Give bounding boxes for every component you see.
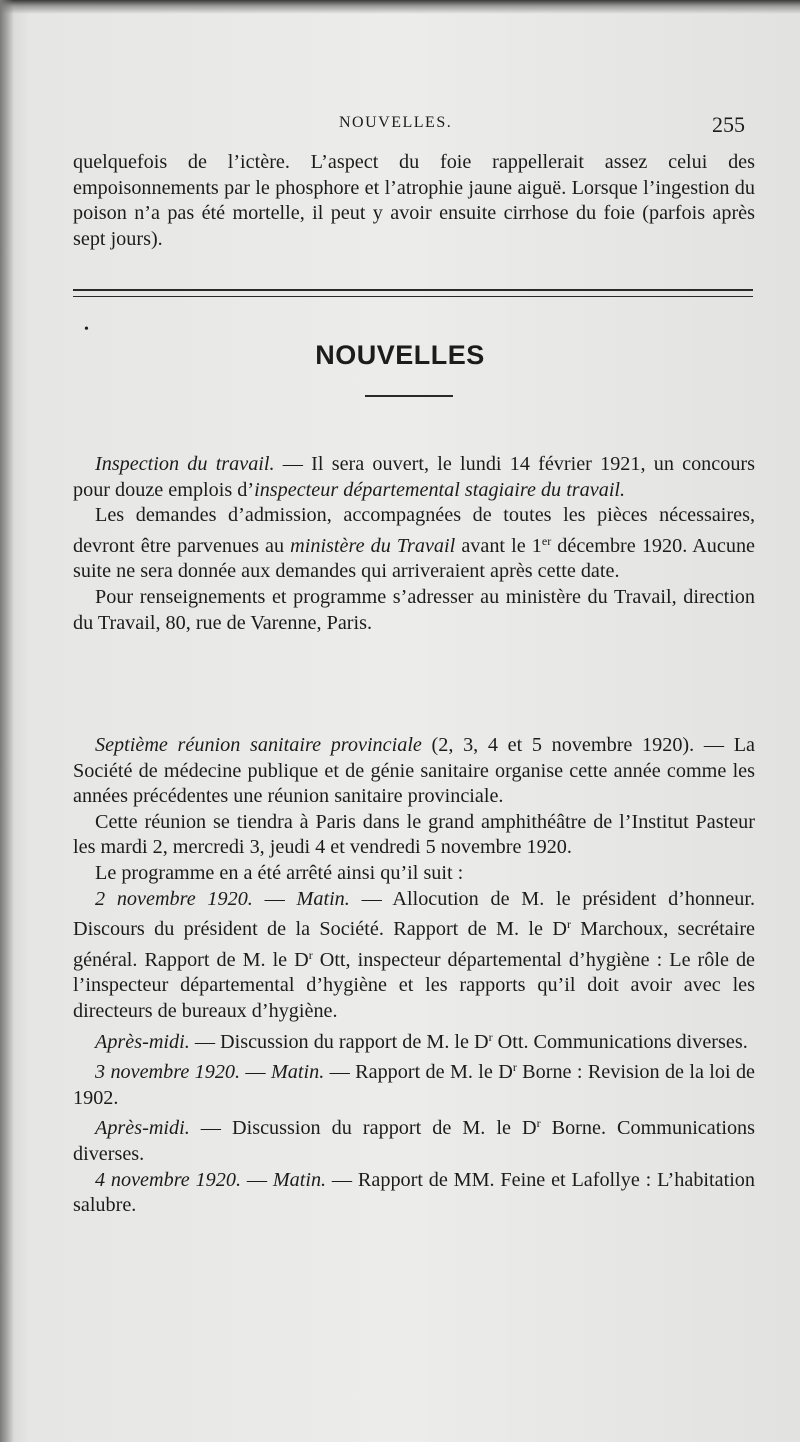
page-number: 255 — [712, 112, 745, 137]
programme-day-2: 3 novembre 1920. — Matin. — Rapport de M. le $D^r$ Borne : Revision de la loi de 1902. — [73, 1060, 755, 1109]
inspection-news-item — [73, 452, 755, 636]
reunion-paragraph-2: Cette réunion se tiendra à Paris dans le grand amphithéâtre de l’Institut Pasteur les mardi 2, mercredi 3, jeudi 4 et vendredi 5 novembre 1920. — [73, 810, 755, 859]
inspection-paragraph-1: Inspection du travail. — Il sera ouvert, le lundi 14 février 1921, un concours pour douze emplois d’inspecteur départemental stagiaire du travail. — [73, 453, 756, 501]
page-left-edge — [0, 0, 14, 1442]
running-head: NOUVELLES. — [339, 114, 453, 131]
programme-day-1: 2 novembre 1920. — Matin. — Allocution de M. le président d’honneur. Discours du président de la Société. Rapport de M. le $D^r$ Marchoux, secrétaire général. Rapport de M. le $D^r$ Ott, inspecteur départemental d’hygiène : Le rôle de l’inspecteur départemental d’hygiène et les rapports qu’il doit avoir avec les directeurs de bureaux d’hygiène. — [73, 887, 756, 1022]
page-top-edge — [0, 0, 800, 14]
inspection-paragraph-2: Les demandes d’admission, accompagnées de toutes les pièces nécessaires, devront être parvenues au ministère du Travail avant le 1er décembre 1920. Aucune suite ne sera donnée aux demandes qui arriveraient après cette date. — [73, 504, 755, 583]
reunion-title: Septième réunion sanitaire provinciale — [95, 734, 422, 756]
reunion-paragraph-1: Septième réunion sanitaire provinciale (2, 3, 4 et 5 novembre 1920). — La Société de médecine publique et de génie sanitaire organise cette année comme les années précédentes une réunion sanitaire provinciale. — [73, 734, 755, 808]
section-title: NOUVELLES — [315, 340, 485, 370]
inspection-paragraph-3: Pour renseignements et programme s’adresser au ministère du Travail, direction du Travail, 80, rue de Varenne, Paris. — [73, 585, 755, 634]
section-divider — [73, 289, 753, 297]
bullet-mark: • — [84, 322, 89, 337]
programme-day-1-afternoon: Après-midi. — Discussion du rapport de M. le $D^r$ Ott. Communications diverses. — [95, 1029, 748, 1053]
reunion-news-item — [73, 733, 755, 1219]
title-underline — [365, 395, 453, 397]
reunion-paragraph-3: Le programme en a été arrêté ainsi qu’il suit : — [95, 861, 464, 884]
continuation-paragraph: quelquefois de l’ictère. L’aspect du foie rappellerait assez celui des empoisonnements par le phosphore et l’atrophie jaune aiguë. Lorsque l’ingestion du poison n’a pas été mortelle, il peut y avoir ensuite cirrhose du foie (parfois après sept jours). — [73, 151, 755, 250]
programme-day-2-afternoon: Après-midi. — Discussion du rapport de M. le $D^r$ Borne. Communications diverses. — [73, 1116, 755, 1165]
inspection-title: Inspection du travail. — [95, 453, 275, 475]
previous-article-ending — [73, 150, 755, 252]
programme-day-3: 4 novembre 1920. — Matin. — Rapport de MM. Feine et Lafollye : L’habitation salubre. — [73, 1168, 755, 1217]
